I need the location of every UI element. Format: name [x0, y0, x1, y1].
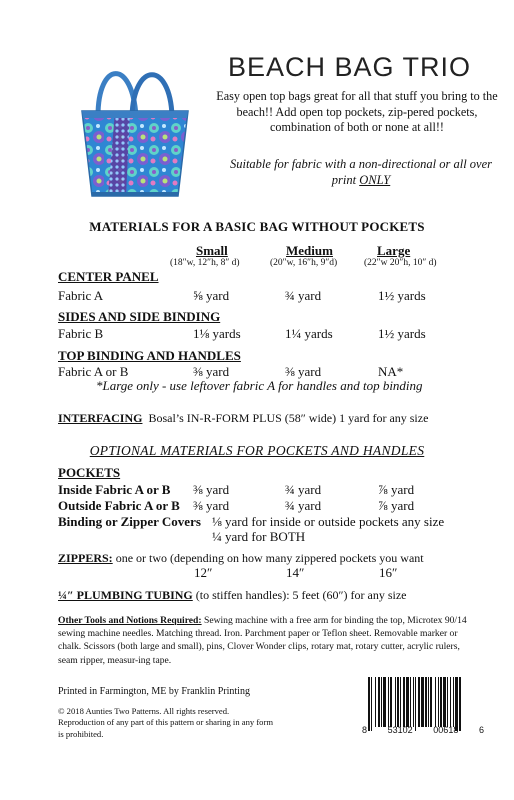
intro-text: Easy open top bags great for all that stuff you bring to the beach!! Add open top pockets, zip-pered pockets, combination of both or none at all!!: [216, 89, 498, 134]
barcode-left-digit: 8: [362, 725, 368, 735]
size-medium-label: Medium: [286, 243, 333, 258]
tubing-label: ¼″ PLUMBING TUBING: [58, 588, 193, 602]
materials-heading: MATERIALS FOR A BASIC BAG WITHOUT POCKETS: [89, 219, 425, 234]
sides-large: 1½ yards: [378, 326, 426, 341]
covers-line-2: ¼ yard for BOTH: [212, 529, 306, 544]
zippers-label: ZIPPERS:: [58, 551, 113, 565]
tools-label: Other Tools and Notions Required:: [58, 615, 202, 626]
pockets-inside-medium: ¾ yard: [285, 482, 322, 497]
sides-heading: SIDES AND SIDE BINDING: [58, 309, 221, 324]
size-small-dims: (18″w, 12″h, 8″ d): [170, 258, 240, 268]
pockets-inside-small: ⅜ yard: [193, 482, 230, 497]
pockets-outside-medium: ¾ yard: [285, 498, 322, 513]
pockets-outside-large: ⅞ yard: [378, 498, 415, 513]
size-large-label: Large: [377, 243, 411, 258]
pockets-inside-label: Inside Fabric A or B: [58, 482, 171, 497]
size-medium-dims: (20″w, 16″h, 9″d): [270, 258, 338, 268]
center-panel-medium: ¾ yard: [285, 288, 322, 303]
pockets-heading: POCKETS: [58, 465, 121, 480]
copyright-notice: © 2018 Aunties Two Patterns. All rights reserved. Reproduction of any part of this pattern or sharing in any form is prohibited.: [58, 706, 274, 739]
sides-medium: 1¼ yards: [285, 326, 333, 341]
page-title: BEACH BAG TRIO: [228, 52, 472, 82]
center-panel-large: 1½ yards: [378, 288, 426, 303]
barcode-right-digit: 6: [478, 725, 484, 735]
zipper-small: 12″: [194, 565, 213, 580]
size-small-label: Small: [196, 243, 228, 258]
only-emphasis: ONLY: [359, 173, 391, 187]
printed-by: Printed in Farmington, ME by Franklin Printing: [58, 686, 250, 697]
top-binding-medium: ⅜ yard: [285, 364, 322, 379]
zippers-line: ZIPPERS: one or two (depending on how many zippered pockets you want: [58, 551, 424, 565]
barcode-group-1: 53102: [387, 725, 413, 735]
top-binding-small: ⅜ yard: [193, 364, 230, 379]
size-large-dims: (22″w 20″h, 10″ d): [364, 258, 437, 268]
tubing-line: ¼″ PLUMBING TUBING (to stiffen handles): 5 feet (60″) for any size: [58, 588, 407, 602]
zipper-medium: 14″: [286, 565, 305, 580]
pockets-outside-label: Outside Fabric A or B: [58, 498, 180, 513]
interfacing-line: INTERFACING Bosal’s IN-R-FORM PLUS (58″ wide) 1 yard for any size: [58, 411, 429, 425]
top-binding-large: NA*: [378, 364, 404, 379]
tools-notions: Other Tools and Notions Required: Sewing machine with a free arm for binding the top, Microtex 90/14 sewing machine needles. Matching thread. Iron. Parchment paper or Teflon sheet. Removable marker or chalk. Scissors (both large and small), pins, Clover Wonder clips, rotary mat, rotary cutter, acrylic rulers, seam ripper, measur-ing tape.: [58, 615, 467, 666]
pockets-outside-small: ⅜ yard: [193, 498, 230, 513]
covers-label: Binding or Zipper Covers: [58, 514, 201, 529]
sides-fabric: Fabric B: [58, 326, 104, 341]
center-panel-small: ⅝ yard: [193, 288, 230, 303]
sides-small: 1⅛ yards: [193, 326, 241, 341]
large-only-note: *Large only - use leftover fabric A for handles and top binding: [96, 378, 423, 393]
fabric-suitability-note: Suitable for fabric with a non-directional or all over print ONLY: [229, 157, 493, 187]
top-binding-heading: TOP BINDING AND HANDLES: [58, 348, 241, 363]
zipper-large: 16″: [379, 565, 398, 580]
center-panel-fabric: Fabric A: [58, 288, 104, 303]
pockets-inside-large: ⅞ yard: [378, 482, 415, 497]
top-binding-fabric: Fabric A or B: [58, 364, 129, 379]
barcode-group-2: 00618: [433, 725, 459, 735]
optional-heading: OPTIONAL MATERIALS FOR POCKETS AND HANDLES: [89, 443, 425, 458]
interfacing-label: INTERFACING: [58, 411, 143, 425]
covers-line-1: ⅛ yard for inside or outside pockets any size: [212, 514, 445, 529]
bag-illustration: [60, 56, 210, 206]
barcode-number: [362, 725, 484, 735]
center-panel-heading: CENTER PANEL: [58, 269, 159, 284]
